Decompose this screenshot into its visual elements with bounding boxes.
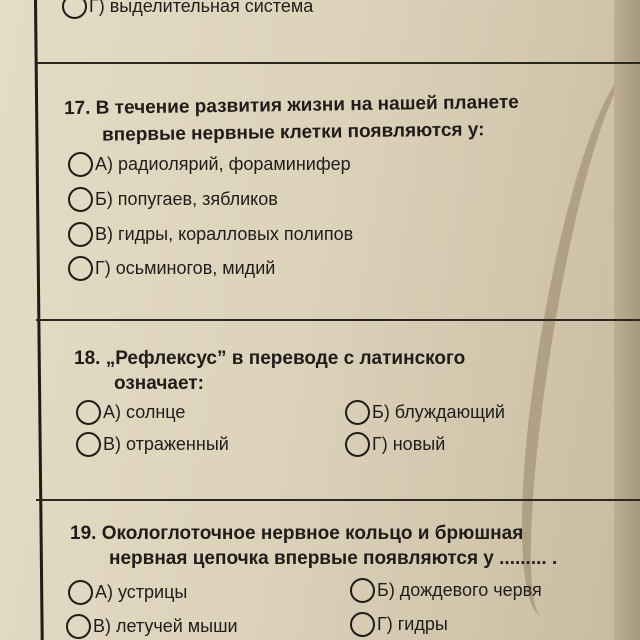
q17-title (64, 90, 519, 121)
q19-option-b[interactable] (350, 578, 542, 603)
q16-option-g[interactable] (62, 0, 313, 19)
q19-line1: Окологлоточное нервное кольцо и брюшная (101, 523, 524, 544)
radio-circle-icon[interactable] (350, 612, 375, 637)
q19-option-a-label: А) устрицы (95, 582, 188, 602)
radio-circle-icon[interactable] (62, 0, 87, 19)
q18-option-a[interactable] (76, 400, 185, 425)
radio-circle-icon[interactable] (68, 152, 93, 177)
q18-option-v[interactable] (76, 432, 229, 457)
q18-option-g[interactable] (345, 432, 445, 457)
q17-title-line2: впервые нервные клетки появляются у: (101, 119, 485, 146)
q18-option-b-label: Б) блуждающий (372, 402, 505, 422)
q17-option-a-label: А) радиолярий, фораминифер (95, 154, 351, 174)
q19-option-b-label: Б) дождевого червя (377, 580, 542, 600)
q19-option-g-label: Г) гидры (377, 614, 448, 634)
radio-circle-icon[interactable] (345, 432, 370, 457)
q18-option-b[interactable] (345, 400, 505, 425)
q17-option-g[interactable] (68, 256, 275, 281)
q17-number: 17. (63, 97, 91, 120)
radio-circle-icon[interactable] (68, 580, 93, 605)
q16-option-g-label: Г) выделительная система (89, 0, 314, 16)
radio-circle-icon[interactable] (76, 432, 101, 457)
radio-circle-icon[interactable] (66, 614, 91, 639)
q19-number: 19. (70, 523, 97, 544)
q17-option-b-label: Б) попугаев, зябликов (95, 189, 278, 209)
q19-title-line2: нервная цепочка впервые появляются у ......... . (109, 548, 558, 569)
divider-line (36, 319, 640, 321)
q19-option-a[interactable] (68, 580, 187, 605)
q17-option-b[interactable] (68, 187, 278, 212)
radio-circle-icon[interactable] (68, 187, 93, 212)
q17-option-g-label: Г) осьминогов, мидий (95, 258, 276, 278)
radio-circle-icon[interactable] (350, 578, 375, 603)
q19-title (70, 521, 523, 546)
q18-option-v-label: В) отраженный (103, 434, 229, 454)
radio-circle-icon[interactable] (68, 256, 93, 281)
q18-option-g-label: Г) новый (372, 434, 446, 454)
q18-number: 18. (74, 348, 101, 369)
q17-line1: В течение развития жизни на нашей планете (95, 91, 519, 119)
q17-option-v-label: В) гидры, коралловых полипов (95, 224, 354, 244)
radio-circle-icon[interactable] (76, 400, 101, 425)
q19-option-v-label: В) летучей мыши (93, 616, 238, 636)
radio-circle-icon[interactable] (68, 222, 93, 247)
q17-option-a[interactable] (68, 152, 351, 177)
q17-option-v[interactable] (68, 222, 353, 247)
q19-option-v[interactable] (66, 614, 238, 639)
q19-option-g[interactable] (350, 612, 448, 637)
divider-line (36, 62, 640, 64)
q18-title (74, 346, 465, 371)
q18-line1: „Рефлексус” в переводе с латинского (105, 348, 466, 369)
q18-option-a-label: А) солнце (103, 402, 186, 422)
divider-line (36, 499, 640, 501)
q18-title-line2: означает: (114, 373, 204, 394)
radio-circle-icon[interactable] (345, 400, 370, 425)
